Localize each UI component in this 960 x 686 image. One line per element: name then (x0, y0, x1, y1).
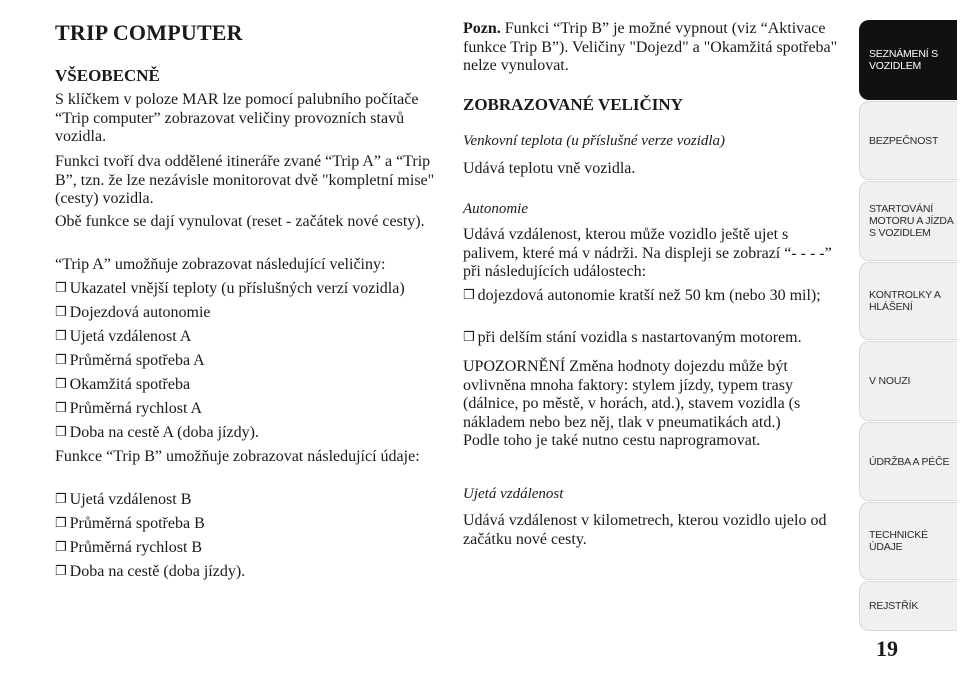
list-item: ❒ Ujetá vzdálenost B (55, 491, 192, 508)
list-item: ❒ při delším stání vozidla s nastartovaným motorem. (463, 329, 802, 346)
list-item: ❒ Průměrná rychlost A (55, 400, 203, 417)
page-number: 19 (876, 636, 898, 661)
checkbox-bullet-icon: ❒ (55, 540, 67, 555)
list-item: ❒ Ujetá vzdálenost A (55, 328, 192, 345)
tab-warning-lights[interactable]: KONTROLKY A HLÁŠENÍ (859, 262, 957, 340)
checkbox-bullet-icon: ❒ (55, 305, 67, 320)
list-item: ❒ Dojezdová autonomie (55, 304, 211, 321)
list-item: ❒ Průměrná spotřeba B (55, 515, 205, 532)
subheading-outdoor-temperature: Venkovní teplota (u příslušné verze vozidla) (463, 133, 726, 149)
tab-getting-to-know-vehicle[interactable]: SEZNÁMENÍ S VOZIDLEM (859, 20, 957, 100)
checkbox-bullet-icon: ❒ (55, 377, 67, 392)
checkbox-bullet-icon: ❒ (55, 353, 67, 368)
list-item: ❒ Průměrná rychlost B (55, 539, 203, 556)
checkbox-bullet-icon: ❒ (55, 492, 67, 507)
section-heading-displayed: ZOBRAZOVANÉ VELIČINY (463, 95, 683, 114)
tab-index[interactable]: REJSTŘÍK (859, 581, 957, 631)
paragraph-trip-a: “Trip A” umožňuje zobrazovat následující veličiny: (55, 256, 386, 273)
subheading-distance: Ujetá vzdálenost (463, 486, 564, 502)
chapter-tabs (859, 0, 960, 650)
paragraph-trip-b: Funkce “Trip B” umožňuje zobrazovat následující údaje: (55, 448, 420, 465)
paragraph-reset: Obě funkce se dají vynulovat (reset - začátek nové cesty). (55, 213, 425, 230)
tab-emergency[interactable]: V NOUZI (859, 341, 957, 421)
list-item: ❒ Průměrná spotřeba A (55, 352, 205, 369)
list-item: ❒ Doba na cestě (doba jízdy). (55, 563, 246, 580)
checkbox-bullet-icon: ❒ (55, 401, 67, 416)
checkbox-bullet-icon: ❒ (55, 516, 67, 531)
paragraph-intro: S klíčkem v poloze MAR lze pomocí palubního počítače “Trip computer” zobrazovat veličiny provozních stavů vozidla. (55, 91, 419, 145)
note-text: Funkci “Trip B” je možné vypnout (viz “Aktivace funkce Trip B”). Veličiny "Dojezd" a "Okamžitá spotřeba" nelze vynulovat. (463, 20, 838, 74)
tab-maintenance[interactable]: ÚDRŽBA A PÉČE (859, 422, 957, 501)
subheading-autonomy: Autonomie (463, 201, 528, 217)
paragraph-autonomy: Udává vzdálenost, kterou může vozidlo ještě ujet s palivem, které má v nádrži. Na displeji se zobrazí “- - - -” při následujících událostech: (463, 226, 832, 280)
section-heading-general: VŠEOBECNĚ (55, 66, 160, 85)
checkbox-bullet-icon: ❒ (55, 425, 67, 440)
tab-safety[interactable]: BEZPEČNOST (859, 101, 957, 180)
checkbox-bullet-icon: ❒ (55, 564, 67, 579)
tab-technical-data[interactable]: TECHNICKÉ ÚDAJE (859, 502, 957, 580)
note-paragraph (463, 20, 838, 76)
paragraph-trips: Funkci tvoří dva oddělené itineráře zvané “Trip A” a “Trip B”, tzn. že lze nezávisle monitorovat dvě "kompletní mise" (cesty) vozidla. (55, 153, 435, 207)
list-item: ❒ Ukazatel vnější teploty (u příslušných verzí vozidla) (55, 280, 405, 297)
paragraph-distance: Udává vzdálenost v kilometrech, kterou vozidlo ujelo od začátku nové cesty. (463, 512, 827, 548)
tab-starting-and-driving[interactable]: STARTOVÁNÍ MOTORU A JÍZDA S VOZIDLEM (859, 181, 957, 261)
note-label: Pozn. (463, 20, 501, 37)
checkbox-bullet-icon: ❒ (55, 329, 67, 344)
warning-paragraph: UPOZORNĚNÍ Změna hodnoty dojezdu může být ovlivněna mnoha faktory: stylem jízdy, typem trasy (dálnice, po městě, v horách, atd.), stavem vozidla (s nákladem nebo bez něj, tlak v pneumatikách atd.) Podle toho je také nutno cestu naprogramovat. (463, 358, 801, 449)
paragraph-temperature: Udává teplotu vně vozidla. (463, 160, 636, 177)
page-title: TRIP COMPUTER (55, 20, 243, 45)
list-item: ❒ Okamžitá spotřeba (55, 376, 191, 393)
list-item: ❒ Doba na cestě A (doba jízdy). (55, 424, 259, 441)
checkbox-bullet-icon: ❒ (463, 288, 475, 303)
checkbox-bullet-icon: ❒ (55, 281, 67, 296)
checkbox-bullet-icon: ❒ (463, 330, 475, 345)
list-item: ❒ dojezdová autonomie kratší než 50 km (nebo 30 mil); (463, 287, 821, 304)
